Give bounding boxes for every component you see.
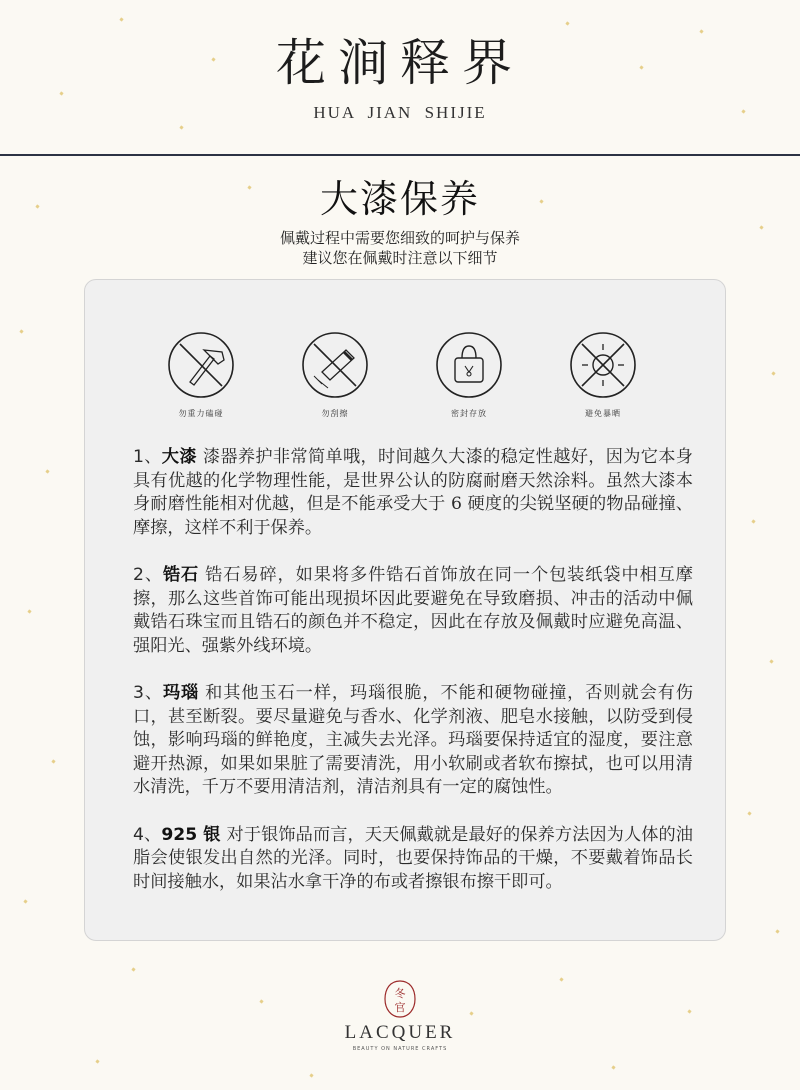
paragraph-text: 和其他玉石一样，玛瑙很脆，不能和硬物碰撞，否则就会有伤口，甚至断裂。要尽量避免与香水、化学剂液、肥皂水接触，以防受到侵蚀，影响玛瑙的鲜艳度，主减失去光泽。玛瑙要保持适宜的湿度，要注意避开热源，如果如果脏了需要清洗，用小软刷或者软布擦拭，也可以用清水清洗，千万不要用清洁剂，清洁剂具有一定的腐蚀性。 xyxy=(133,683,693,797)
icon-item-avoid-sun xyxy=(538,330,668,419)
icon-item-no-scratch xyxy=(270,330,400,419)
icon-item-no-impact xyxy=(136,330,266,419)
paragraph-text: 对于银饰品而言，天天佩戴就是最好的保养方法因为人体的油脂会使银发出自然的光泽。同时，也要保持饰品的干燥，不要戴着饰品长时间接触水，如果沾水拿干净的布或者擦银布擦干即可。 xyxy=(133,824,693,892)
svg-text:官: 官 xyxy=(394,1001,406,1014)
sealed-bag-icon xyxy=(434,330,504,400)
no-sun-icon xyxy=(568,330,638,400)
section-title: 大漆保养 xyxy=(319,177,480,221)
brand-title: 花涧释界 xyxy=(276,34,524,92)
paragraph-text: 锆石易碎，如果将多件锆石首饰放在同一个包装纸袋中相互摩擦，那么这些首饰可能出现损坏因此要避免在导致磨损、冲击的活动中佩戴锆石珠宝而且锆石的颜色并不稳定，因此在存放及佩戴时应避免高温、强阳光、强紫外线环境。 xyxy=(133,565,693,656)
paragraph-text: 漆器养护非常简单哦，时间越久大漆的稳定性越好，因为它本身具有优越的化学物理性能，是世界公认的防腐耐磨天然涂料。虽然大漆本身耐磨性能相对优越，但是不能承受大于 6 硬度的尖锐坚硬的物品碰撞、摩擦，这样不利于保养。 xyxy=(133,447,693,538)
intro-line: 佩戴过程中需要您细致的呵护与保养 xyxy=(279,229,520,247)
brand-subtitle: HUA JIAN SHIJIE xyxy=(313,103,487,122)
brand-tagline: BEAUTY ON NATURE CRAFTS xyxy=(352,1046,448,1052)
icon-label: 密封存放 xyxy=(451,409,487,418)
care-instructions xyxy=(133,446,693,918)
icon-label: 避免暴晒 xyxy=(585,409,621,418)
brand-seal-logo xyxy=(384,980,416,1018)
care-paragraph-zircon xyxy=(133,564,693,658)
care-icons-row xyxy=(136,330,676,430)
brand-wordmark: LACQUER xyxy=(344,1022,456,1043)
paragraph-heading: 玛瑙 xyxy=(162,683,200,703)
no-hammer-icon xyxy=(166,330,236,400)
svg-text:冬: 冬 xyxy=(394,987,406,1000)
intro-text xyxy=(0,228,800,268)
care-paragraph-silver xyxy=(133,824,693,895)
header-divider xyxy=(0,154,800,156)
care-paragraph-agate xyxy=(133,682,693,800)
paragraph-number: 1、 xyxy=(133,447,162,467)
icon-item-sealed-storage xyxy=(404,330,534,419)
no-scraper-icon xyxy=(300,330,370,400)
icon-label: 勿刮擦 xyxy=(321,409,349,418)
paragraph-number: 3、 xyxy=(133,683,163,703)
paragraph-heading: 锆石 xyxy=(162,565,200,585)
paragraph-heading: 925 银 xyxy=(161,824,221,845)
paragraph-heading: 大漆 xyxy=(161,447,197,467)
paragraph-number: 2、 xyxy=(133,565,163,585)
care-paragraph-lacquer xyxy=(133,446,693,540)
paragraph-number: 4、 xyxy=(133,824,162,845)
intro-line: 建议您在佩戴时注意以下细节 xyxy=(302,249,498,267)
icon-label: 勿重力磕碰 xyxy=(178,409,224,418)
